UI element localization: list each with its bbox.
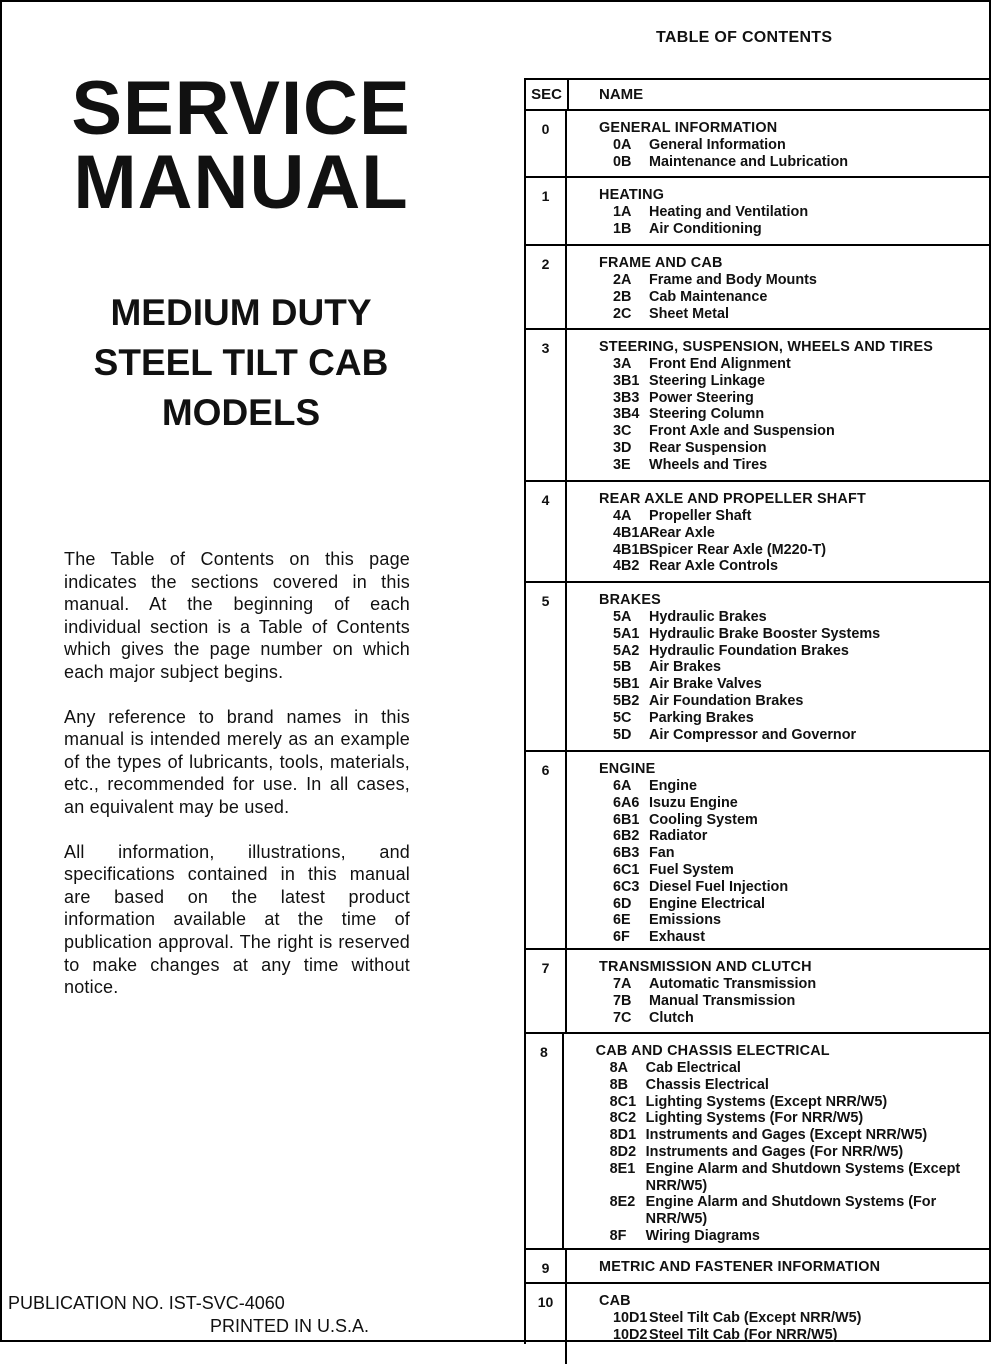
toc-table [524, 78, 989, 1344]
subsection-code: 1B [613, 220, 632, 237]
subsection-item [599, 1327, 861, 1344]
subsection-code: 6B3 [613, 845, 640, 862]
toc-section-row [526, 583, 989, 752]
section-content [567, 246, 817, 328]
subsection-name: Engine [649, 778, 697, 794]
subsection-item [596, 1094, 989, 1111]
subsection-name: General Information [649, 137, 786, 153]
subsection-code: 3B3 [613, 389, 640, 406]
manual-title [66, 66, 416, 225]
subsection-item [599, 457, 933, 474]
intro-text [64, 548, 410, 1021]
section-name: REAR AXLE AND PROPELLER SHAFT [599, 491, 866, 507]
toc-body [526, 111, 989, 1364]
subsection-item [599, 221, 808, 238]
subsection-code: 6B2 [613, 828, 640, 845]
section-number: 4 [526, 482, 567, 581]
toc-section-row [526, 1284, 989, 1364]
section-content [567, 950, 816, 1032]
subsection-item [596, 1060, 989, 1077]
subsection-name: Lighting Systems (Except NRR/W5) [645, 1093, 888, 1110]
subsection-name: Hydraulic Foundation Brakes [649, 642, 849, 659]
subsection-name: Radiator [649, 828, 708, 845]
subsection-code: 5D [613, 726, 632, 743]
section-content [567, 111, 848, 176]
subsection-name: Rear Suspension [649, 439, 767, 456]
subsection-name: Frame and Body Mounts [649, 272, 817, 288]
subsection-name: Front End Alignment [649, 356, 791, 372]
intro-paragraph: Any reference to brand names in this manual is intended merely as an example of the types of lubricants, tools, materials, etc., recommended for use. In all cases, an equivalent may be used. [64, 706, 410, 817]
subsection-item [596, 1144, 989, 1161]
subsection-item [596, 1127, 989, 1144]
subsection-code: 5A2 [613, 642, 640, 659]
subsection-item [599, 626, 880, 643]
subsection-code: 2B [613, 288, 632, 305]
subsection-item [599, 896, 788, 913]
subsection-item [599, 373, 933, 390]
subsection-item [599, 710, 880, 727]
section-name: BRAKES [599, 592, 661, 608]
subsection-code: 0A [613, 137, 632, 153]
subsection-code: 4B1B [613, 541, 650, 558]
publication-number: PUBLICATION NO. IST-SVC-4060 [8, 1293, 285, 1313]
subsection-code: 7A [613, 976, 632, 992]
toc-section-row [526, 1034, 989, 1250]
subsection-code: 8D1 [609, 1127, 637, 1144]
manual-subtitle [66, 288, 416, 438]
subsection-name: Air Compressor and Governor [649, 726, 857, 743]
subsection-name: Wheels and Tires [649, 456, 768, 473]
subsection-name: Manual Transmission [649, 992, 796, 1009]
toc-section-row [526, 950, 989, 1034]
section-number: 5 [526, 583, 567, 750]
section-name: CAB AND CHASSIS ELECTRICAL [595, 1043, 830, 1059]
subsection-name: Clutch [649, 1009, 694, 1026]
subsection-code: 4B1A [613, 524, 650, 541]
subsection-code: 5B2 [613, 692, 640, 709]
subsection-item [599, 912, 788, 929]
subsection-item [599, 976, 816, 993]
subsection-name: Power Steering [649, 389, 754, 406]
subsection-name: Maintenance and Lubrication [649, 153, 849, 170]
subsection-code: 6D [613, 895, 632, 912]
section-content [567, 330, 933, 480]
toc-col-sec: SEC [526, 80, 569, 109]
subsection-item [599, 390, 933, 407]
section-content [567, 178, 808, 244]
subsection-code: 3C [613, 423, 632, 440]
section-number: 8 [526, 1034, 564, 1248]
section-name: HEATING [599, 187, 665, 203]
subsection-item [599, 676, 880, 693]
subsection-name: Hydraulic Brakes [649, 609, 767, 625]
subsection-code: 8E2 [609, 1194, 636, 1211]
subsection-code: 6C1 [613, 861, 640, 878]
subsection-code: 10D2 [613, 1326, 648, 1343]
subsection-item [599, 137, 848, 154]
intro-paragraph: All information, illustrations, and specifications contained in this manual are based on the latest product information available at the time of publication approval. The right is reserved to make changes at any time without notice. [64, 841, 410, 998]
toc-section-row [526, 246, 989, 330]
subsection-name: Steering Linkage [649, 372, 765, 389]
section-name: GENERAL INFORMATION [599, 120, 778, 136]
subsection-name: Sheet Metal [649, 305, 729, 322]
toc-section-row [526, 178, 989, 246]
toc-heading: TABLE OF CONTENTS [656, 29, 833, 46]
subsection-item [599, 306, 817, 323]
subsection-item [596, 1077, 989, 1094]
toc-header-row [526, 80, 989, 111]
subsection-code: 5C [613, 709, 632, 726]
subsection-item [599, 828, 788, 845]
subsection-item [599, 778, 788, 795]
subsection-item [599, 440, 933, 457]
subsection-item [599, 272, 817, 289]
subsection-item [599, 727, 880, 744]
subsection-name: Engine Electrical [649, 895, 765, 912]
intro-paragraph: The Table of Contents on this page indicates the sections covered in this manual. At the beginning of each individual section is a Table of Contents which gives the page number on which each major subject begins. [64, 549, 410, 682]
subsection-name: Cab Maintenance [649, 288, 768, 305]
subsection-code: 7B [613, 992, 632, 1009]
section-number: 0 [526, 111, 567, 176]
subsection-name: Air Brakes [649, 659, 721, 676]
subsection-code: 6A [613, 778, 632, 794]
subsection-code: 5B1 [613, 676, 640, 693]
subsection-name: Diesel Fuel Injection [649, 878, 789, 895]
subsection-name: Rear Axle Controls [649, 558, 779, 575]
subsection-name: Exhaust [649, 929, 705, 946]
subsection-name: Spicer Rear Axle (M220-T) [649, 541, 827, 558]
subtitle-line: STEEL TILT CAB [93, 342, 389, 383]
subsection-code: 3B4 [613, 406, 640, 423]
section-number: 3 [526, 330, 567, 480]
subsection-code: 8C2 [609, 1110, 637, 1127]
subsection-code: 8A [609, 1060, 629, 1076]
subsection-item [599, 558, 866, 575]
section-number: 10 [526, 1284, 567, 1364]
section-number: 2 [526, 246, 567, 328]
subsection-item [599, 845, 788, 862]
toc-col-name: NAME [599, 86, 644, 103]
toc-section-row [526, 1250, 989, 1284]
subsection-item [599, 643, 880, 660]
subsection-item [599, 356, 933, 373]
subsection-name: Steering Column [649, 406, 765, 423]
subsection-name: Air Brake Valves [649, 676, 762, 693]
subsection-code: 3A [613, 356, 632, 372]
subsection-item [599, 929, 788, 946]
section-name: FRAME AND CAB [599, 255, 723, 271]
section-name: CAB [599, 1293, 631, 1309]
section-number: 9 [526, 1250, 567, 1282]
subsection-code: 6E [613, 912, 631, 929]
subsection-item [599, 289, 817, 306]
subsection-name: Isuzu Engine [649, 794, 738, 811]
section-name: METRIC AND FASTENER INFORMATION [599, 1259, 881, 1275]
subsection-item [599, 795, 788, 812]
subsection-name: Lighting Systems (For NRR/W5) [645, 1110, 864, 1127]
subsection-name: Hydraulic Brake Booster Systems [649, 625, 881, 642]
subsection-code: 8E1 [609, 1160, 636, 1177]
subsection-code: 5A1 [613, 625, 640, 642]
subsection-code: 3B1 [613, 372, 640, 389]
subsection-name: Instruments and Gages (Except NRR/W5) [645, 1127, 928, 1144]
section-name: ENGINE [599, 761, 656, 777]
section-content [567, 1250, 880, 1282]
subsection-item [599, 204, 808, 221]
subsection-name: Fan [649, 845, 675, 862]
toc-section-row [526, 111, 989, 178]
subsection-name: Wiring Diagrams [645, 1227, 760, 1244]
subsection-item [599, 659, 880, 676]
subsection-code: 8F [609, 1227, 627, 1244]
subsection-item [599, 406, 933, 423]
subsection-name: Fuel System [649, 861, 734, 878]
section-number: 7 [526, 950, 567, 1032]
subsection-code: 6C3 [613, 878, 640, 895]
subsection-code: 8C1 [609, 1093, 637, 1110]
subsection-code: 1A [613, 204, 632, 220]
subsection-name: Engine Alarm and Shutdown Systems (Except NRR/W5) [645, 1160, 961, 1194]
subsection-item [599, 993, 816, 1010]
subsection-name: Steel Tilt Cab (For NRR/W5) [649, 1326, 838, 1343]
section-content [567, 482, 866, 581]
subtitle-line: MODELS [161, 392, 321, 433]
subsection-name: Chassis Electrical [645, 1076, 769, 1093]
subsection-name: Emissions [649, 912, 721, 929]
subsection-item [599, 508, 866, 525]
toc-section-row [526, 330, 989, 482]
subsection-name: Cooling System [649, 811, 758, 828]
subsection-code: 6A6 [613, 794, 640, 811]
subsection-name: Engine Alarm and Shutdown Systems (For NRR/W5) [645, 1194, 937, 1228]
toc-section-row [526, 482, 989, 583]
subsection-code: 5A [613, 609, 632, 625]
subsection-name: Air Foundation Brakes [649, 692, 804, 709]
subsection-code: 0B [613, 153, 632, 170]
subsection-code: 10D1 [613, 1310, 648, 1326]
subsection-code: 3D [613, 439, 632, 456]
section-content [567, 583, 880, 750]
subsection-name: Instruments and Gages (For NRR/W5) [645, 1143, 904, 1160]
printed-in: PRINTED IN U.S.A. [210, 1316, 370, 1336]
subsection-item [599, 609, 880, 626]
subsection-name: Cab Electrical [645, 1060, 741, 1076]
section-number: 6 [526, 752, 567, 948]
subsection-item [599, 525, 866, 542]
subsection-name: Heating and Ventilation [649, 204, 809, 220]
subsection-name: Rear Axle [649, 524, 715, 541]
section-number: 1 [526, 178, 567, 244]
subsection-code: 6F [613, 929, 630, 946]
subsection-code: 4A [613, 508, 632, 524]
subsection-item [599, 693, 880, 710]
title-line: MANUAL [73, 140, 409, 225]
subtitle-line: MEDIUM DUTY [110, 292, 372, 333]
subsection-item [596, 1110, 989, 1127]
subsection-code: 3E [613, 456, 631, 473]
section-content [564, 1034, 989, 1248]
subsection-item [599, 1310, 861, 1327]
subsection-item [599, 423, 933, 440]
section-name: TRANSMISSION AND CLUTCH [599, 959, 812, 975]
subsection-item [596, 1194, 989, 1228]
subsection-code: 5B [613, 659, 632, 676]
subsection-code: 7C [613, 1009, 632, 1026]
section-content [567, 1284, 861, 1364]
subsection-item [599, 542, 866, 559]
subsection-item [596, 1228, 989, 1245]
subsection-item [599, 154, 848, 171]
section-content [567, 752, 788, 948]
subsection-code: 2A [613, 272, 632, 288]
subsection-item [599, 879, 788, 896]
section-name: STEERING, SUSPENSION, WHEELS AND TIRES [599, 339, 934, 355]
subsection-item [599, 812, 788, 829]
toc-section-row [526, 752, 989, 950]
subsection-code: 6B1 [613, 811, 640, 828]
subsection-name: Front Axle and Suspension [649, 423, 835, 440]
subsection-code: 2C [613, 305, 632, 322]
subsection-item [599, 1010, 816, 1027]
subsection-item [596, 1161, 989, 1195]
subsection-name: Parking Brakes [649, 709, 754, 726]
subsection-code: 8B [609, 1076, 629, 1093]
subsection-name: Steel Tilt Cab (Except NRR/W5) [649, 1310, 862, 1326]
subsection-code: 4B2 [613, 558, 640, 575]
subsection-item [599, 862, 788, 879]
subsection-name: Automatic Transmission [649, 976, 817, 992]
title-line: SERVICE [71, 66, 411, 151]
subsection-code: 8D2 [609, 1143, 637, 1160]
subsection-name: Propeller Shaft [649, 508, 752, 524]
subsection-name: Air Conditioning [649, 220, 762, 237]
